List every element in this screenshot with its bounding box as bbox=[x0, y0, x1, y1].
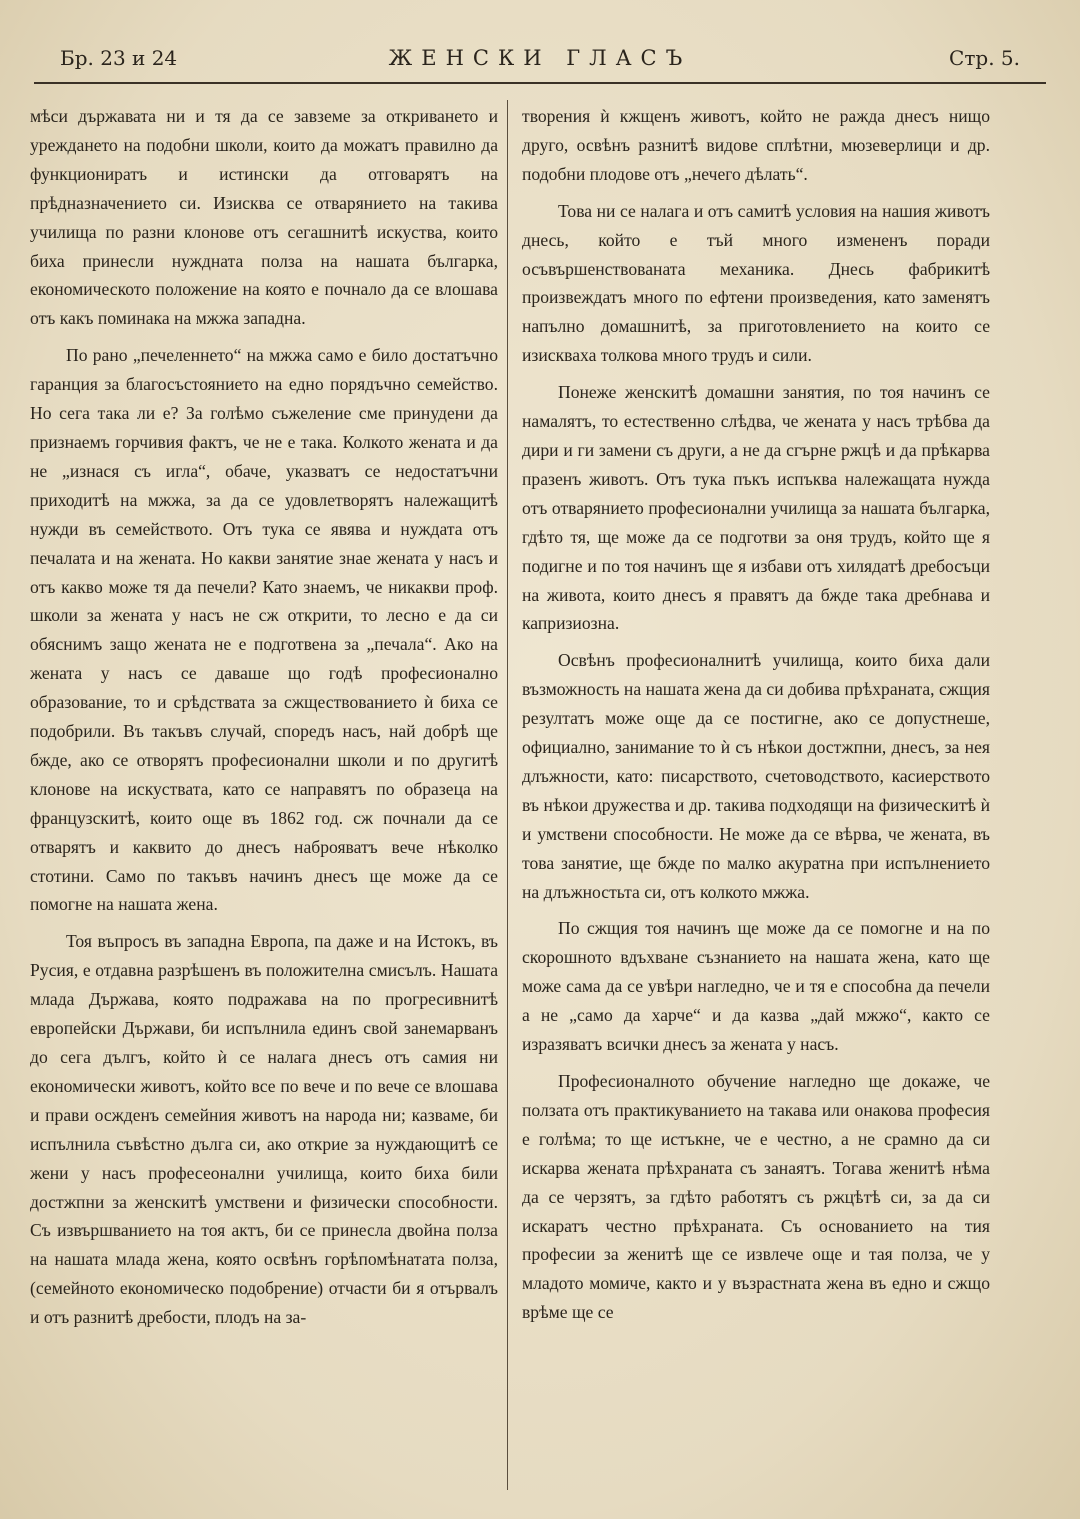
paragraph: Тоя въпросъ въ западна Европа, па даже и на Истокъ, въ Русия, е отдавна разрѣшенъ въ положителна смисълъ. Нашата млада Държава, която подражава на по прогресивнитѣ европейски Държави, би испълнила единъ свой занемарванъ до сега дългъ, който ѝ се налага днесъ отъ самия ни економически животъ, който все по вече и по вече се влошава и прави осжденъ семейния животъ на народа ни; казваме, би испълнила съвѣстно дълга си, ако открие за нуждающитѣ се жени у насъ професеонални училища, които биха били достжпни за женскитѣ умствени и физически способности. Съ извършванието на тоя актъ, би се принесла двойна полза на нашата млада жена, която освѣнъ горѣпомѣнатата полза, (семейното економическо подобрение) отчасти би я отървалъ и отъ разнитѣ дребости, плодъ на за- bbox=[30, 931, 498, 1328]
paragraph: Професионалното обучение нагледно ще докаже, че ползата отъ практикуванието на такава или онакова професия е голѣма; то ще истъкне, че е честно, а не срамно да си искарва жената прѣхраната съ занаятъ. Тогава женитѣ нѣма да се черзятъ, за гдѣто работятъ съ ржцѣтѣ си, за да си искаратъ честно прѣхраната. Съ основанието на тия професии за женитѣ ще се извлече още и тая полза, че у младото момиче, както и у възрастната жена въ едно и сжщо врѣме ще се bbox=[522, 1071, 990, 1323]
issue-number: Бр. 23 и 24 bbox=[60, 46, 178, 70]
page-header bbox=[60, 46, 1020, 80]
right-column bbox=[522, 102, 990, 1335]
paragraph: творения ѝ кжщенъ животъ, който не ражда днесъ нищо друго, освѣнъ разнитѣ видове сплѣтни, мюзеверлици и др. подобни плодове отъ „нечего дѣлать“. bbox=[522, 106, 990, 184]
paragraph: Понеже женскитѣ домашни занятия, по тоя начинъ се намалятъ, то естественно слѣдва, че жената у насъ трѣбва да дири и ги замени съ други, а не да сгърне ржцѣ и да прѣкарва празенъ животъ. Отъ тука пъкъ испъква належащата нужда отъ отварянието професионални училища за нашата българка, гдѣто тя, ще може да се подготви за оня трудъ, който ще я подигне и по тоя начинъ ще я избави отъ хилядатѣ дребосъци на живота, които днесъ я правятъ да бжде така дребнава и капризиозна. bbox=[522, 382, 990, 634]
paragraph: Това ни се налага и отъ самитѣ условия на нашия животъ днесь, който е тъй много измененъ поради осъвършенствованата механика. Днесь фабрикитѣ произвеждатъ много по ефтени произведения, като заменятъ напълно домашнитѣ, за приготовлението на които се изискваха толкова много трудъ и сили. bbox=[522, 200, 990, 366]
page-number: Стр. 5. bbox=[949, 46, 1020, 70]
paragraph: По рано „печеленнето“ на мжжа само е било достатъчно гаранция за благосъстоянието на едно порядъчно семейство. Но сега така ли е? За голѣмо съжеление сме принудени да признаемъ горчивия фактъ, че не е така. Колкото жената и да не „изнася съ игла“, обаче, указватъ се недостатъчни приходитѣ на мжжа, за да се удовлетворятъ належащитѣ нужди въ семейството. Отъ тука се явява и нуждата отъ печалата и на жената. Но какви занятие знае жената у насъ и отъ какво може тя да печели? Като знаемъ, че никакви проф. школи за жената у насъ не сж открити, то лесно е да си обяснимъ защо жената не е подготвена за „печала“. Ако на жената у насъ се даваше що годѣ професионално образование, то и срѣдствата за сжществованието ѝ биха се подобрили. Въ такъвъ случай, споредъ насъ, най добрѣ ще бжде, ако се отворятъ професионални школи и по другитѣ клонове на искуствата, като се направятъ по образеца на французскитѣ, които още въ 1862 год. сж почнали да се отварятъ и каквито до днесъ наброяватъ вече нѣколко стотини. Само по такъвъ начинъ днесъ ще може да се помогне на нашата жена. bbox=[30, 345, 498, 915]
column-divider bbox=[507, 100, 508, 1490]
left-column bbox=[30, 102, 498, 1340]
header-rule bbox=[34, 82, 1046, 84]
paragraph: По сжщия тоя начинъ ще може да се помогне и на по скорошното вдъхване съзнанието на нашата жена, като ще може сама да се увѣри нагледно, че и тя е способна да печели а не „само да харче“ и да казва „дай мжжо“, както се изразяватъ всички днесъ за жената у насъ. bbox=[522, 918, 990, 1055]
paragraph: мѣси държавата ни и тя да се завземе за откриването и уреждането на подобни школи, които да можатъ правилно да функциониратъ и истински да отговарятъ на прѣдназначението си. Изисква се отварянието на такива училища по разни клонове отъ сегашнитѣ искуства, които биха принесли нуждната полза на нашата българка, економическото положение на която е почнало да се влошава отъ какъ поминака на мжжа западна. bbox=[30, 106, 498, 329]
newspaper-title: ЖЕНСКИ ГЛАСЪ bbox=[388, 46, 692, 70]
paragraph: Освѣнъ професионалнитѣ училища, които биха дали възможность на нашата жена да си добива прѣхраната, сжщия резултатъ може още да се постигне, ако се допустнеше, официално, занимание то ѝ съ нѣкои достжпни, днесъ, за нея длъжности, като: писарството, счетоводството, касиерството въ нѣкои дружества и др. такива подходящи на физическитѣ ѝ и умствени способности. Не може да се вѣрва, че жената, въ това занятие, ще бжде по малко акуратна при испълнението на длъжностьта си, отъ колкото мжжа. bbox=[522, 650, 990, 902]
